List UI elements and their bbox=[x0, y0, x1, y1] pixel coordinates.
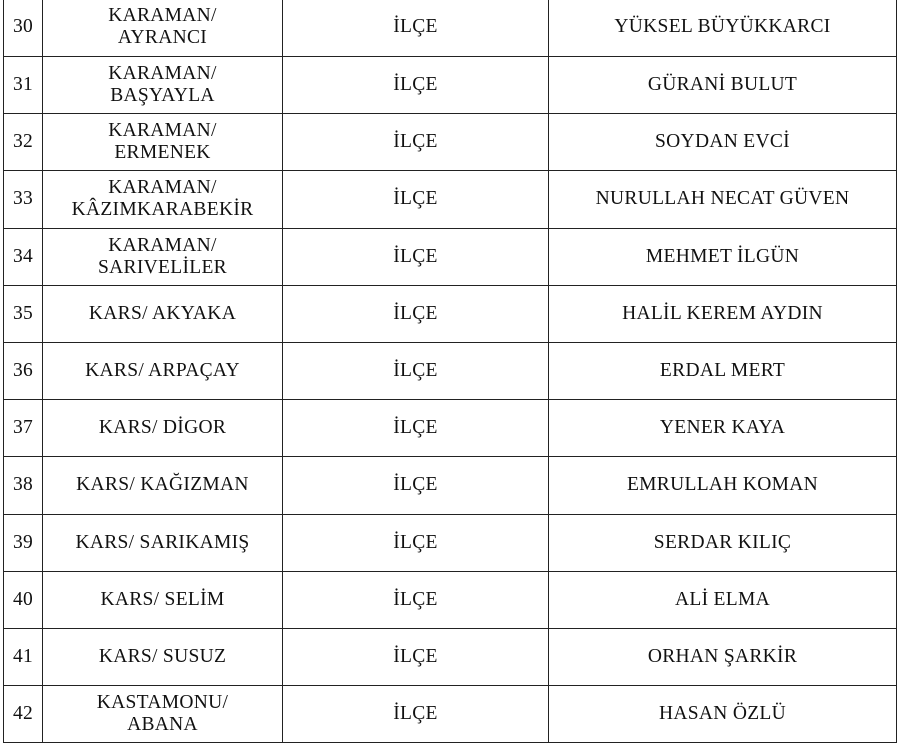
name-cell: YENER KAYA bbox=[549, 400, 897, 457]
location-cell: KASTAMONU/ ABANA bbox=[43, 686, 283, 743]
row-number: 37 bbox=[4, 400, 43, 457]
row-number: 39 bbox=[4, 514, 43, 571]
name-cell: HASAN ÖZLÜ bbox=[549, 686, 897, 743]
candidate-table bbox=[3, 0, 897, 743]
row-number: 31 bbox=[4, 57, 43, 114]
type-cell: İLÇE bbox=[283, 171, 549, 228]
name-cell: HALİL KEREM AYDIN bbox=[549, 285, 897, 342]
row-number: 32 bbox=[4, 114, 43, 171]
row-number: 34 bbox=[4, 228, 43, 285]
location-cell: KARS/ SELİM bbox=[43, 571, 283, 628]
table-row bbox=[4, 400, 897, 457]
location-cell: KARS/ SARIKAMIŞ bbox=[43, 514, 283, 571]
location-cell: KARS/ SUSUZ bbox=[43, 628, 283, 685]
name-cell: MEHMET İLGÜN bbox=[549, 228, 897, 285]
type-cell: İLÇE bbox=[283, 0, 549, 57]
type-cell: İLÇE bbox=[283, 400, 549, 457]
type-cell: İLÇE bbox=[283, 285, 549, 342]
location-cell: KARS/ DİGOR bbox=[43, 400, 283, 457]
name-cell: ERDAL MERT bbox=[549, 342, 897, 399]
table-row bbox=[4, 571, 897, 628]
table-row bbox=[4, 171, 897, 228]
table-row bbox=[4, 57, 897, 114]
type-cell: İLÇE bbox=[283, 457, 549, 514]
name-cell: ALİ ELMA bbox=[549, 571, 897, 628]
name-cell: ORHAN ŞARKİR bbox=[549, 628, 897, 685]
type-cell: İLÇE bbox=[283, 342, 549, 399]
table-row bbox=[4, 114, 897, 171]
type-cell: İLÇE bbox=[283, 571, 549, 628]
row-number: 41 bbox=[4, 628, 43, 685]
location-cell: KARS/ ARPAÇAY bbox=[43, 342, 283, 399]
row-number: 30 bbox=[4, 0, 43, 57]
row-number: 33 bbox=[4, 171, 43, 228]
name-cell: SOYDAN EVCİ bbox=[549, 114, 897, 171]
type-cell: İLÇE bbox=[283, 514, 549, 571]
table-row bbox=[4, 514, 897, 571]
table-row bbox=[4, 457, 897, 514]
table-row bbox=[4, 342, 897, 399]
type-cell: İLÇE bbox=[283, 57, 549, 114]
location-cell: KARS/ AKYAKA bbox=[43, 285, 283, 342]
table-row bbox=[4, 628, 897, 685]
table-row bbox=[4, 228, 897, 285]
name-cell: EMRULLAH KOMAN bbox=[549, 457, 897, 514]
type-cell: İLÇE bbox=[283, 628, 549, 685]
location-cell: KARAMAN/ KÂZIMKARABEKİR bbox=[43, 171, 283, 228]
name-cell: SERDAR KILIÇ bbox=[549, 514, 897, 571]
location-cell: KARAMAN/ BAŞYAYLA bbox=[43, 57, 283, 114]
location-cell: KARAMAN/ SARIVELİLER bbox=[43, 228, 283, 285]
row-number: 42 bbox=[4, 686, 43, 743]
name-cell: GÜRANİ BULUT bbox=[549, 57, 897, 114]
row-number: 40 bbox=[4, 571, 43, 628]
location-cell: KARAMAN/ AYRANCI bbox=[43, 0, 283, 57]
type-cell: İLÇE bbox=[283, 114, 549, 171]
row-number: 38 bbox=[4, 457, 43, 514]
location-cell: KARAMAN/ ERMENEK bbox=[43, 114, 283, 171]
type-cell: İLÇE bbox=[283, 228, 549, 285]
name-cell: NURULLAH NECAT GÜVEN bbox=[549, 171, 897, 228]
name-cell: YÜKSEL BÜYÜKKARCI bbox=[549, 0, 897, 57]
row-number: 36 bbox=[4, 342, 43, 399]
table-row bbox=[4, 0, 897, 57]
table-row bbox=[4, 686, 897, 743]
type-cell: İLÇE bbox=[283, 686, 549, 743]
table-row bbox=[4, 285, 897, 342]
location-cell: KARS/ KAĞIZMAN bbox=[43, 457, 283, 514]
row-number: 35 bbox=[4, 285, 43, 342]
